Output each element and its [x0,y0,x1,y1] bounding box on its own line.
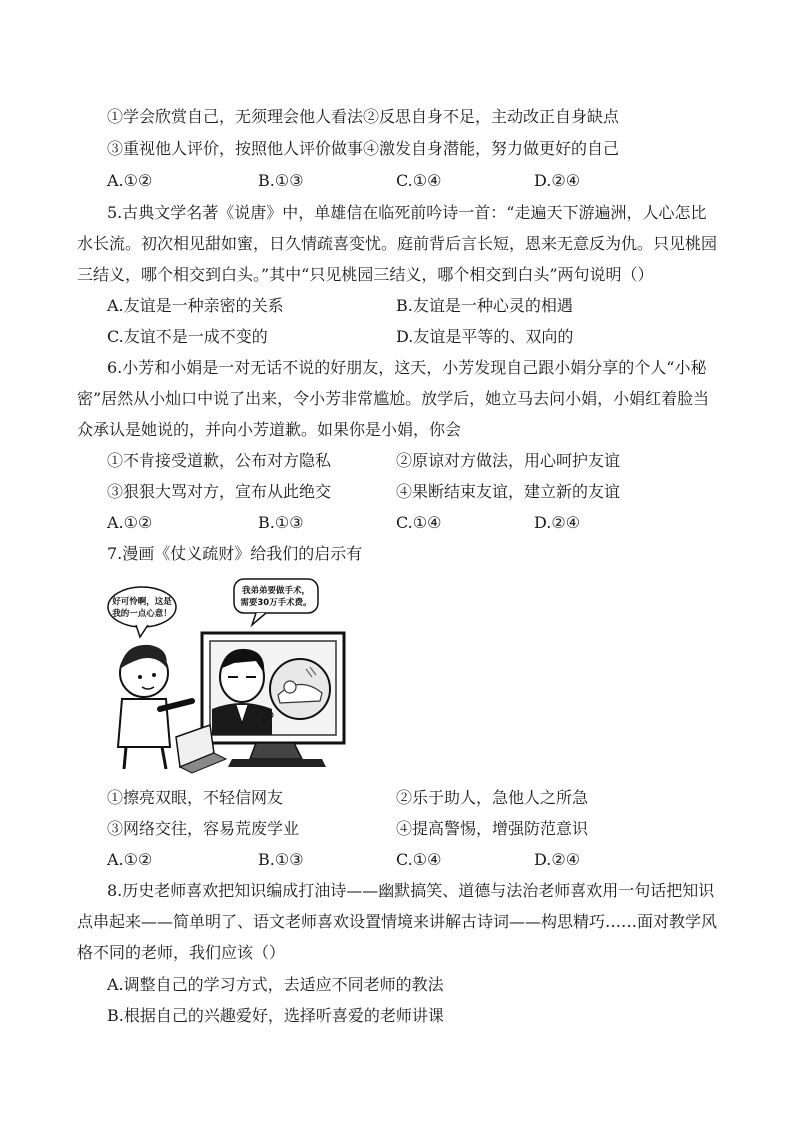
q8-option-a: A.调整自己的学习方式，去适应不同老师的教法 [107,975,444,994]
q6-choice-3: ③狠狠大骂对方，宣布从此绝交 [107,482,332,501]
q5-line-2: 水长流。初次相见甜如蜜，日久情疏喜变忧。庭前背后言长短，恩来无意反为仇。只见桃园 [77,234,718,253]
q6-option-d: D.②④ [534,513,581,532]
q6-line-3: 众承认是她说的，并向小芳道歉。如果你是小娟，你会 [77,420,462,439]
q7-choice-2: ②乐于助人，急他人之所急 [396,788,589,807]
choice-line-1: ①学会欣赏自己，无须理会他人看法②反思自身不足，主动改正自身缺点 [107,107,620,126]
q5-option-d: D.友谊是平等的、双向的 [396,327,574,346]
q5-line-3: 三结义，哪个相交到白头。”其中“只见桃园三结义，哪个相交到白头”两句说明（） [77,265,654,284]
bubble-right-line-1: 我弟弟要做手术， [241,586,311,596]
q7-option-b: B.①③ [258,850,304,869]
speech-bubble-left [108,587,176,637]
q5-option-c: C.友谊不是一成不变的 [107,327,268,346]
cartoon-illustration [106,577,368,774]
monitor-illustration [202,633,344,767]
speech-bubble-right [234,579,318,625]
q8-line-3: 格不同的老师，我们应该（） [77,943,286,962]
option-d: D.②④ [534,171,581,190]
q6-option-c: C.①④ [396,513,442,532]
bubble-right-line-2: 需要30万手术费。 [240,598,312,608]
q6-choice-2: ②原谅对方做法，用心呵护友谊 [396,451,621,470]
q6-option-a: A.①② [107,513,153,532]
q5-line-1: 5.古典文学名著《说唐》中，单雄信在临死前吟诗一首：“走遍天下游遍洲，人心怎比 [107,203,707,222]
q7-choice-4: ④提高警惕，增强防范意识 [396,819,589,838]
option-c: C.①④ [396,171,442,190]
q8-line-1: 8.历史老师喜欢把知识编成打油诗——幽默搞笑、道德与法治老师喜欢用一句话把知识 [107,881,715,900]
q6-line-1: 6.小芳和小娟是一对无话不说的好朋友，这天，小芳发现自己跟小娟分享的个人“小秘 [107,358,707,377]
q6-line-2: 密”居然从小灿口中说了出来，令小芳非常尴尬。放学后，她立马去问小娟，小娟红着脸当 [77,389,710,408]
q5-option-b: B.友谊是一种心灵的相遇 [396,296,573,315]
q7-option-c: C.①④ [396,850,442,869]
q6-choice-1: ①不肯接受道歉，公布对方隐私 [107,451,332,470]
q7-choice-3: ③网络交往，容易荒废学业 [107,819,300,838]
q5-option-a: A.友谊是一种亲密的关系 [107,296,284,315]
q7-choice-1: ①擦亮双眼，不轻信网友 [107,788,284,807]
q7-option-a: A.①② [107,850,153,869]
q6-option-b: B.①③ [258,513,304,532]
q7-line: 7.漫画《仗义疏财》给我们的启示有 [107,544,363,563]
q8-option-b: B.根据自己的兴趣爱好，选择听喜爱的老师讲课 [107,1006,444,1025]
bubble-left-line-1: 好可怜啊，这是 [112,597,172,607]
choice-line-2: ③重视他人评价，按照他人评价做事④激发自身潜能，努力做更好的自己 [107,139,620,158]
q6-choice-4: ④果断结束友谊，建立新的友谊 [396,482,621,501]
option-b: B.①③ [258,171,304,190]
option-a: A.①② [107,171,153,190]
bubble-left-line-2: 我的一点心意！ [112,609,172,619]
q8-line-2: 点串起来——简单明了、语文老师喜欢设置情境来讲解古诗词——构思精巧……面对教学风 [77,912,718,931]
q7-option-d: D.②④ [534,850,581,869]
